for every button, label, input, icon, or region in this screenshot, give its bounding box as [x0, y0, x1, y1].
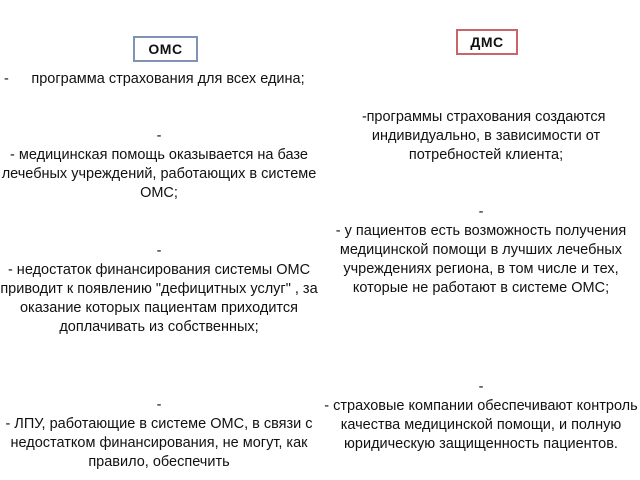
bullet-dash: - — [478, 379, 484, 395]
bullet-dash: - — [362, 109, 367, 125]
oms-item-2-text: - медицинская помощь оказывается на базе лечебных учреждений, работающих в системе ОМС; — [1, 147, 317, 201]
oms-item-4-text: - ЛПУ, работающие в системе ОМС, в связи с недостатком финансирования, не могут, как правило, обеспечить — [5, 416, 313, 470]
dms-item-3 — [322, 378, 640, 454]
oms-item-1 — [0, 70, 318, 89]
bullet-dash: - — [156, 243, 162, 259]
dms-badge: ДМС — [456, 29, 518, 55]
bullet-dash: - — [156, 128, 162, 144]
bullet-dash: - — [156, 397, 162, 413]
bullet-dash: - — [478, 204, 484, 220]
oms-item-4 — [0, 396, 318, 472]
oms-item-3-text: - недостаток финансирования системы ОМС приводит к появлению "дефицитных услуг" , за оказание которых пациентам приходится доплачивать из собственных; — [0, 262, 318, 335]
oms-badge: ОМС — [133, 36, 198, 62]
oms-item-1-text: программа страхования для всех едина; — [31, 71, 305, 87]
dms-item-2-text: - у пациентов есть возможность получения медицинской помощи в лучших лечебных учреждениях региона, в том числе и тех, которые не работают в системе ОМС; — [335, 223, 627, 296]
oms-item-3 — [0, 242, 318, 337]
dms-item-1 — [322, 108, 640, 165]
dms-item-2 — [322, 203, 640, 298]
bullet-dash: - — [4, 71, 9, 87]
oms-item-2 — [0, 127, 318, 203]
dms-item-3-text: - страховые компании обеспечивают контроль качества медицинской помощи, и полную юридическую защищенность пациентов. — [324, 398, 638, 452]
dms-item-1-text: программы страхования создаются индивидуально, в зависимости от потребностей клиента; — [366, 109, 606, 163]
